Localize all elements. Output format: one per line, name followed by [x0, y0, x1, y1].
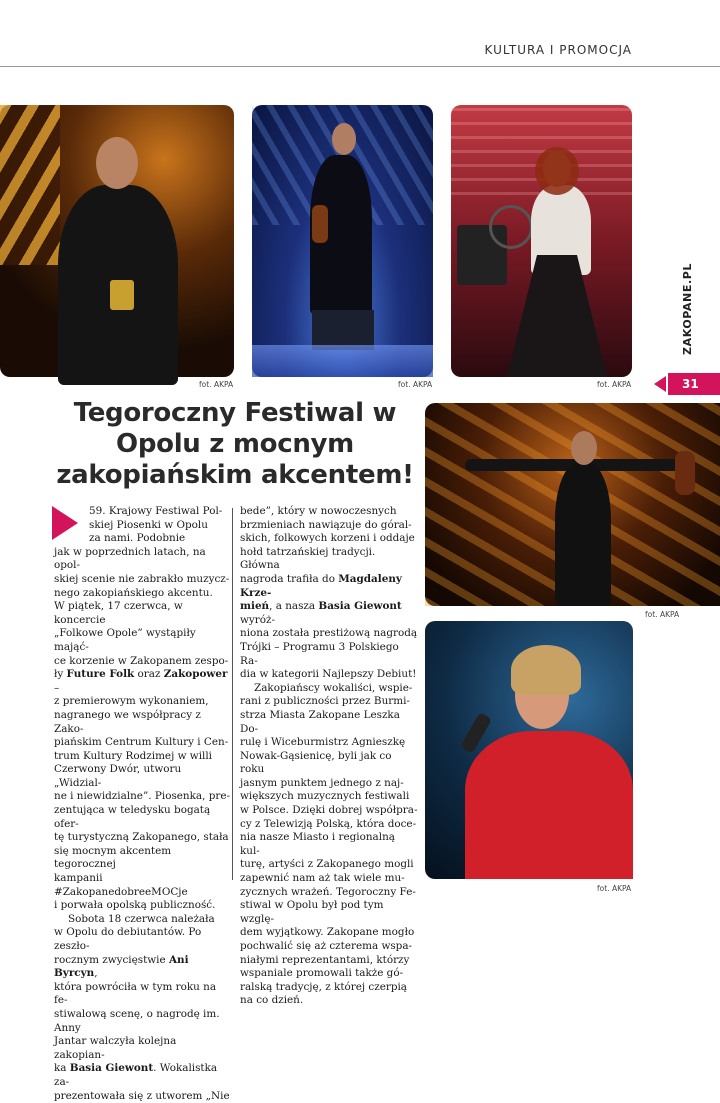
- text-line: bede”, który w nowoczesnych: [240, 505, 397, 517]
- text-line: stiwal w Opolu był pod tym wzglę-: [240, 899, 384, 925]
- lead-marker: [52, 506, 78, 540]
- photo-credit: fot. AKPA: [597, 380, 632, 389]
- side-url: ZAKOPANE.PL: [681, 262, 694, 355]
- text-line: Nowak-Gąsienicę, byli jak co roku: [240, 749, 392, 776]
- photo-singer-red-dress: [425, 621, 633, 879]
- page-number: 31: [668, 373, 720, 395]
- text-line: która powróciła w tym roku na fe-: [54, 980, 217, 1007]
- text-line: prezentowała się z utworem „Nie: [54, 1089, 230, 1102]
- text-line: Sobota 18 czerwca należała: [68, 912, 215, 925]
- text-line: dia w kategorii Najlepszy Debiut!: [240, 668, 417, 681]
- text-line: większych muzycznych festiwali: [240, 790, 410, 803]
- text-line: tę turystyczną Zakopanego, stała: [54, 831, 229, 844]
- text-line: Zakopiańscy wokaliści, wspie-: [254, 681, 413, 694]
- photo-credit: fot. AKPA: [597, 884, 632, 893]
- text-line: rulę i Wiceburmistrz Agnieszkę: [240, 736, 406, 749]
- page-marker-arrow: [654, 376, 666, 392]
- text-line: i porwała opolską publiczność.: [54, 899, 216, 912]
- text-line: ne i niewidzialne”. Piosenka, pre-: [54, 790, 230, 803]
- text-line: w Polsce. Dzięki dobrej współpra-: [240, 804, 418, 817]
- photo-credit: fot. AKPA: [645, 610, 680, 619]
- text-line: „Folkowe Opole” wystąpiły mająć-: [54, 627, 196, 653]
- text-line: hołd tatrzańskiej tradycji. Główna: [240, 545, 376, 572]
- photo-violinist-arms-spread: [425, 403, 720, 606]
- text-line: Jantar walczyła kolejna zakopian-: [54, 1035, 177, 1061]
- header-rule: [0, 66, 720, 67]
- text-line: z premierowym wykonaniem,: [54, 695, 209, 708]
- text-line: rocznym zwycięstwie Ani Byrcyn,: [54, 953, 189, 980]
- text-line: W piątek, 17 czerwca, w koncercie: [54, 600, 183, 626]
- text-line: wspaniale promowali także gó-: [240, 967, 404, 980]
- text-line: ralską tradycję, z której czerpią: [240, 980, 407, 993]
- text-line: Trójki – Programu 3 Polskiego Ra-: [240, 640, 399, 667]
- text-line: zentująca w teledysku bogatą ofer-: [54, 804, 211, 830]
- article-headline: Tegoroczny Festiwal w Opolu z mocnym zakopiańskim akcentem!: [56, 398, 414, 490]
- text-line: mień, a nasza Basia Giewont wyróż-: [240, 600, 402, 626]
- text-line: na co dzień.: [240, 994, 304, 1007]
- text-line: zapewnić nam aż tak wiele mu-: [240, 872, 405, 885]
- text-line: strza Miasta Zakopane Leszka Do-: [240, 708, 400, 735]
- text-line: niona została prestiżową nagrodą: [240, 627, 418, 640]
- text-line: stiwalową scenę, o nagrodę im. Anny: [54, 1007, 220, 1034]
- text-line: nagranego we współpracy z Zako-: [54, 708, 201, 735]
- article-column-1: [89, 505, 229, 546]
- text-line: rani z publiczności przez Burmi-: [240, 695, 410, 708]
- text-line: nego zakopiańskiego akcentu.: [54, 586, 213, 599]
- text-line: Czerwony Dwór, utworu „Widzial-: [54, 763, 182, 789]
- text-line: nagroda trafiła do Magdaleny Krze-: [240, 572, 402, 599]
- photo-credit: fot. AKPA: [398, 380, 433, 389]
- text-line: pochwalić się aż czterema wspa-: [240, 940, 413, 952]
- photo-violinist: [252, 105, 433, 377]
- text-line: w Opolu do debiutantów. Po zeszło-: [54, 926, 202, 953]
- text-line: turę, artyści z Zakopanego mogli: [240, 858, 414, 871]
- text-line: piańskim Centrum Kultury i Cen-: [54, 736, 229, 749]
- text-line: za nami. Podobnie: [89, 532, 186, 545]
- text-line: 59. Krajowy Festiwal Pol-: [89, 505, 223, 517]
- text-line: ły Future Folk oraz Zakopower –: [54, 668, 228, 694]
- text-line: skiej scenie nie zabrakło muzycz-: [54, 572, 230, 585]
- text-line: nia nasze Miasto i regionalną kul-: [240, 831, 395, 857]
- text-line: brzmieniach nawiązuje do góral-: [240, 518, 412, 531]
- article-column-1-body: [54, 546, 230, 1103]
- text-line: trum Kultury Rodzimej w willi: [54, 749, 212, 762]
- text-line: cy z Telewizją Polską, która doce-: [240, 817, 417, 830]
- text-line: niałymi reprezentantami, którzy: [240, 953, 410, 966]
- text-line: się mocnym akcentem tegorocznej: [54, 844, 172, 871]
- text-line: kampanii #ZakopanedobreeMOCje: [54, 872, 188, 898]
- text-line: ka Basia Giewont. Wokalistka za-: [54, 1062, 218, 1088]
- text-line: zycznych wrażeń. Tegoroczny Fe-: [240, 885, 416, 898]
- text-line: skiej Piosenki w Opolu: [89, 518, 208, 531]
- photo-credit: fot. AKPA: [199, 380, 234, 389]
- text-line: skich, folkowych korzeni i oddaje: [240, 532, 415, 545]
- text-line: dem wyjątkowy. Zakopane mogło: [240, 926, 415, 939]
- photo-singer-black-dress: [451, 105, 632, 377]
- column-divider: [232, 508, 233, 880]
- section-label: KULTURA I PROMOCJA: [484, 43, 632, 57]
- article-column-2: [240, 505, 418, 1008]
- photo-host: [0, 105, 234, 377]
- text-line: ce korzenie w Zakopanem zespo-: [54, 654, 229, 667]
- text-line: jasnym punktem jednego z naj-: [240, 776, 404, 789]
- text-line: jak w poprzednich latach, na opol-: [54, 545, 206, 572]
